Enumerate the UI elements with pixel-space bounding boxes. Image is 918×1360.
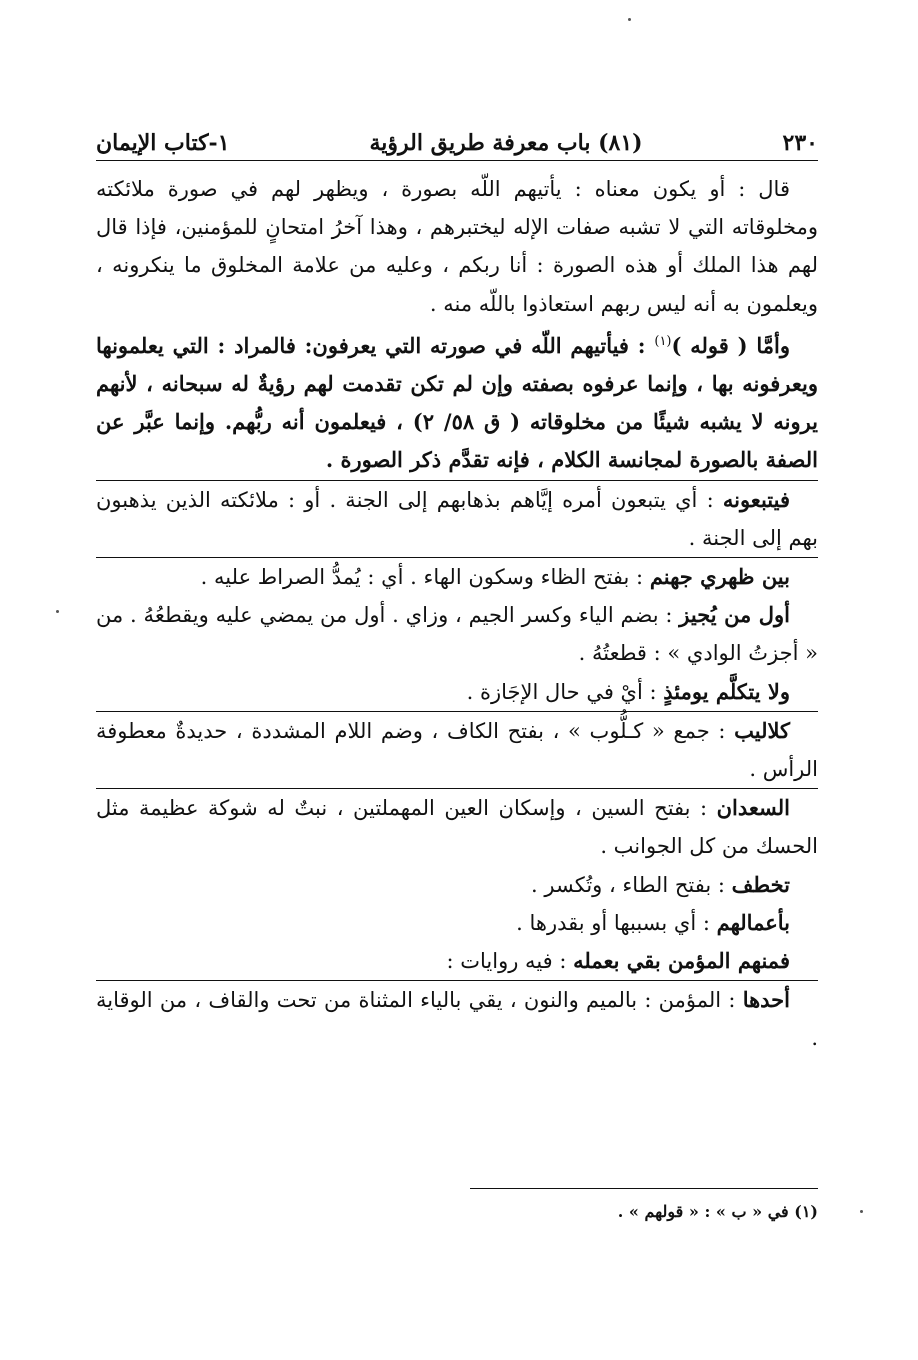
scan-speck bbox=[860, 1210, 863, 1213]
footnote-divider bbox=[470, 1188, 818, 1189]
header-divider bbox=[96, 160, 818, 161]
paragraph-keyword: أول من يُجيز bbox=[679, 602, 790, 628]
book-title: ١-كتاب الإيمان bbox=[96, 130, 230, 156]
running-header bbox=[96, 120, 818, 156]
paragraph-keyword: أحدها bbox=[742, 987, 790, 1013]
paragraph bbox=[96, 323, 818, 480]
paragraph bbox=[96, 673, 818, 711]
paragraph-keyword: كلاليب bbox=[734, 717, 790, 743]
paragraph-keyword: تخطف bbox=[731, 871, 790, 897]
paragraph-text: : جمع « كـلُّوب » ، بفتح الكاف ، وضم اللام المشددة ، حديدةٌ معطوفة الرأس . bbox=[96, 718, 818, 782]
paragraph-text: : بفتح الطاء ، وتُكسر . bbox=[531, 872, 732, 897]
scan-speck bbox=[628, 18, 631, 21]
page-number: ٢٣٠ bbox=[782, 130, 818, 156]
paragraph-text: : بفتح السين ، وإسكان العين المهملتين ، نبتٌ له شوكة عظيمة مثل الحسك من كل الجوانب . bbox=[96, 796, 818, 859]
chapter-title: (٨١) باب معرفة طريق الرؤية bbox=[369, 130, 643, 156]
paragraph bbox=[96, 980, 818, 1057]
paragraph-keyword: فمنهم المؤمن بقي بعمله bbox=[573, 948, 790, 974]
paragraph bbox=[96, 170, 818, 323]
paragraph bbox=[96, 866, 818, 904]
paragraph-text: : أي يتبعون أمره إيَّاهم بذهابهم إلى الجنة . أو : ملائكته الذين يذهبون بهم إلى الجنة . bbox=[96, 487, 818, 550]
paragraph bbox=[96, 711, 818, 788]
paragraph-text: : أيْ في حال الإجَازة . bbox=[466, 679, 664, 704]
scan-speck bbox=[56, 610, 59, 613]
paragraph-text: قال : أو يكون معناه : يأتيهم اللّه بصورة ، ويظهر لهم في صورة ملائكته ومخلوقاته التي لا تشبه صفات الإله ليختبرهم ، وهذا آخرُ امتحانٍ للمؤمنين، فإذا قال لهم هذا الملك أو هذه الصورة : أنا ربكم ، وعليه من علامة المخلوق ما ينكرونه ، ويعلمون به أنه ليس ربهم استعاذوا باللّه منه . bbox=[96, 177, 818, 316]
paragraph bbox=[96, 557, 818, 596]
paragraph-text: : بضم الياء وكسر الجيم ، وزاي . أول من يمضي عليه ويقطعُهُ . من « أجزتُ الوادي » : قطعتُهُ . bbox=[96, 603, 818, 666]
paragraph bbox=[96, 904, 818, 942]
paragraph-keyword: وأمَّا ( قوله ) bbox=[671, 332, 790, 358]
paragraph-text: : المؤمن : بالميم والنون ، يقي بالياء المثناة من تحت والقاف ، من الوقاية . bbox=[96, 988, 818, 1051]
paragraph bbox=[96, 596, 818, 672]
paragraph-keyword: فيتبعونه bbox=[722, 486, 790, 512]
paragraph-text: : فيأتيهم اللّه في صورته التي يعرفون: فالمراد : التي يعلمونها ويعرفونه بها ، وإنما عرفوه بصفته وإن لم تكن تقدمت لهم رؤيةٌ له سبحانه ، لأنهم يرونه لا يشبه شيئًا من مخلوقاته ( ق ٥٨/ ٢) ، فيعلمون أنه ربُّهم. وإنما عبَّر عن الصفة بالصورة لمجانسة الكلام ، فإنه تقدَّم ذكر الصورة . bbox=[96, 332, 819, 473]
main-text bbox=[96, 170, 818, 1058]
paragraph bbox=[96, 942, 818, 980]
paragraph bbox=[96, 480, 818, 557]
paragraph-keyword: السعدان bbox=[716, 795, 790, 821]
paragraph-text: : فيه روايات : bbox=[446, 949, 574, 974]
paragraph-keyword: بأعمالهم bbox=[716, 909, 790, 935]
footnote-reference: (١) bbox=[654, 333, 672, 349]
paragraph-keyword: ولا يتكلَّم يومئذٍ bbox=[663, 678, 790, 704]
paragraph-keyword: بين ظهري جهنم bbox=[649, 564, 790, 590]
paragraph-text: : بفتح الظاء وسكون الهاء . أي : يُمدُّ الصراط عليه . bbox=[200, 565, 650, 590]
paragraph bbox=[96, 788, 818, 865]
footnote: (١) في « ب » : « قولهم » . bbox=[617, 1202, 818, 1221]
paragraph-text: : أي بسببها أو بقدرها . bbox=[516, 910, 717, 935]
